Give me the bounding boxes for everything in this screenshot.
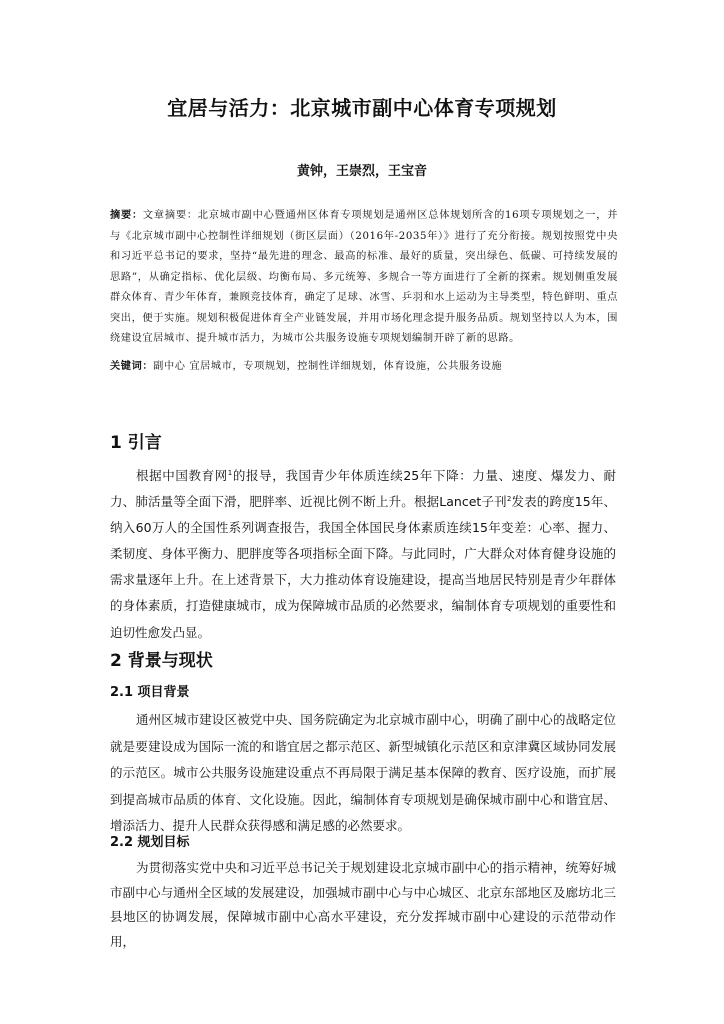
keywords-label: 关键词： (110, 361, 154, 372)
abstract-text: 文章摘要：北京城市副中心暨通州区体育专项规划是通州区总体规划所含的16项专项规划之一，并与《北京城市副中心控制性详细规划（街区层面）（2016年-2035年）》进行了充分衔接。规划按照党中央和习近平总书记的要求，坚持“最先进的理念、最高的标准、最好的质量，突出绿色、低碳、可持续发展的思路”，从确定指标、优化层级、均衡布局、多元统筹、多规合一等方面进行了全新的探索。规划侧重发展群众体育、青少年体育，兼顾竞技体育，确定了足球、冰雪、乒羽和水上运动为主导类型，特色鲜明、重点突出，便于实施。规划积极促进体育全产业链发展，并用市场化理念提升服务品质。规划坚持以人为本，围绕建设宜居城市、提升城市活力，为城市公共服务设施专项规划编制开辟了新的思路。 (110, 210, 618, 344)
planning-goals-paragraph: 为贯彻落实党中央和习近平总书记关于规划建设北京城市副中心的指示精神，统筹好城市副中心与通州全区域的发展建设，加强城市副中心与中心城区、北京东部地区及廊坊北三县地区的协调发展，保障城市副中心高水平建设，充分发挥城市副中心建设的示范带动作用， (110, 860, 616, 949)
subsection-heading-project-background: 2.1 项目背景 (110, 685, 190, 700)
project-background-paragraph: 通州区城市建设区被党中央、国务院确定为北京城市副中心，明确了副中心的战略定位就是要建设成为国际一流的和谐宜居之都示范区、新型城镇化示范区和京津冀区域协同发展的示范区。城市公共服务设施建设重点不再局限于满足基本保障的教育、医疗设施，而扩展到提高城市品质的体育、文化设施。因此，编制体育专项规划是确保城市副中心和谐宜居、增添活力、提升人民群众获得感和满足感的必然要求。 (110, 712, 616, 833)
intro-text-c: 发表的跨度15年、纳入60万人的全国性系列调查报告，我国全体国民身体素质连续15年变差：心率、握力、柔韧度、身体平衡力、肥胖度等各项指标全面下降。与此同时，广大群众对体育健身设施的需求量逐年上升。在上述背景下，大力推动体育设施建设，提高当地居民特别是青少年群体的身体素质，打造健康城市，成为保障城市品质的必然要求，编制体育专项规划的重要性和迫切性愈发凸显。 (110, 494, 617, 640)
citation-ref: 2 (506, 494, 512, 503)
paper-title: 宜居与活力：北京城市副中心体育专项规划 (167, 96, 557, 120)
abstract-label: 摘要： (110, 210, 143, 221)
citation-ref: 1 (227, 468, 233, 477)
keywords (110, 357, 618, 377)
intro-text-a: 根据中国教育网 (136, 468, 228, 483)
subsection-heading-planning-goals: 2.2 规划目标 (110, 835, 190, 850)
section-heading-background: 2 背景与现状 (110, 651, 213, 671)
introduction-paragraph (110, 463, 616, 646)
intro-text-b: 的报导，我国青少年体质连续25年下降：力量、速度、爆发力、耐力、肺活量等全面下滑，肥胖率、近视比例不断上升。根据Lancet子刊 (110, 468, 616, 510)
abstract (110, 206, 618, 350)
author-list: 黄钟，王崇烈，王宝音 (296, 164, 427, 179)
keywords-text: 副中心 宜居城市，专项规划，控制性详细规划，体育设施，公共服务设施 (153, 361, 503, 372)
section-heading-introduction: 1 引言 (110, 433, 162, 453)
